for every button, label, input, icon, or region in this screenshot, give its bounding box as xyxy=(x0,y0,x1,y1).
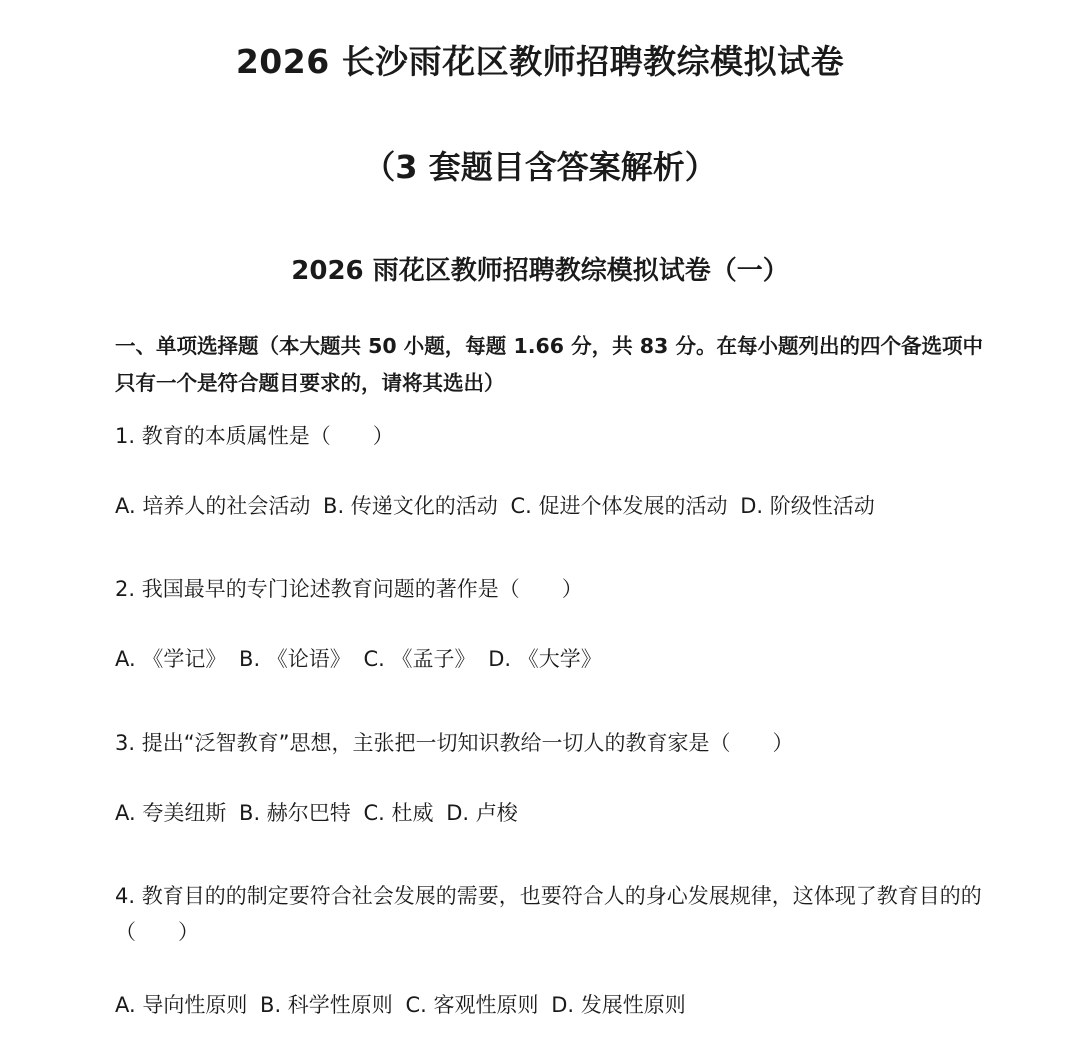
option-c: C. 客观性原则 xyxy=(405,993,539,1017)
option-d: D. 卢梭 xyxy=(446,801,518,825)
option-d: D. 发展性原则 xyxy=(551,993,686,1017)
question-1-options xyxy=(115,488,1015,524)
option-b: B. 《论语》 xyxy=(239,647,351,671)
option-a: A. 导向性原则 xyxy=(115,993,248,1017)
option-b: B. 赫尔巴特 xyxy=(239,801,351,825)
question-4-options xyxy=(115,987,1015,1023)
document-subtitle: （3 套题目含答案解析） xyxy=(363,148,717,186)
option-c: C. 促进个体发展的活动 xyxy=(510,494,728,518)
question-3-stem: 3. 提出“泛智教育”思想，主张把一切知识教给一切人的教育家是（ ） xyxy=(115,731,794,755)
option-a: A. 培养人的社会活动 xyxy=(115,494,311,518)
option-d: D. 《大学》 xyxy=(488,647,602,671)
question-1-stem: 1. 教育的本质属性是（ ） xyxy=(115,424,394,448)
option-b: B. 科学性原则 xyxy=(260,993,393,1017)
question-4-stem: 4. 教育目的的制定要符合社会发展的需要，也要符合人的身心发展规律，这体现了教育目的的（ ） xyxy=(115,884,982,944)
document-title: 2026 长沙雨花区教师招聘教综模拟试卷 xyxy=(235,42,845,81)
option-a: A. 夸美纽斯 xyxy=(115,801,227,825)
option-c: C. 《孟子》 xyxy=(363,647,476,671)
question-3-options xyxy=(115,795,1015,831)
option-a: A. 《学记》 xyxy=(115,647,227,671)
paper-title: 2026 雨花区教师招聘教综模拟试卷（一） xyxy=(291,256,789,286)
question-2-options xyxy=(115,641,1015,677)
question-2-stem: 2. 我国最早的专门论述教育问题的著作是（ ） xyxy=(115,577,583,601)
option-c: C. 杜威 xyxy=(363,801,434,825)
option-d: D. 阶级性活动 xyxy=(740,494,875,518)
option-b: B. 传递文化的活动 xyxy=(323,494,498,518)
section-heading: 一、单项选择题（本大题共 50 小题，每题 1.66 分，共 83 分。在每小题列出的四个备选项中只有一个是符合题目要求的，请将其选出） xyxy=(115,334,983,395)
